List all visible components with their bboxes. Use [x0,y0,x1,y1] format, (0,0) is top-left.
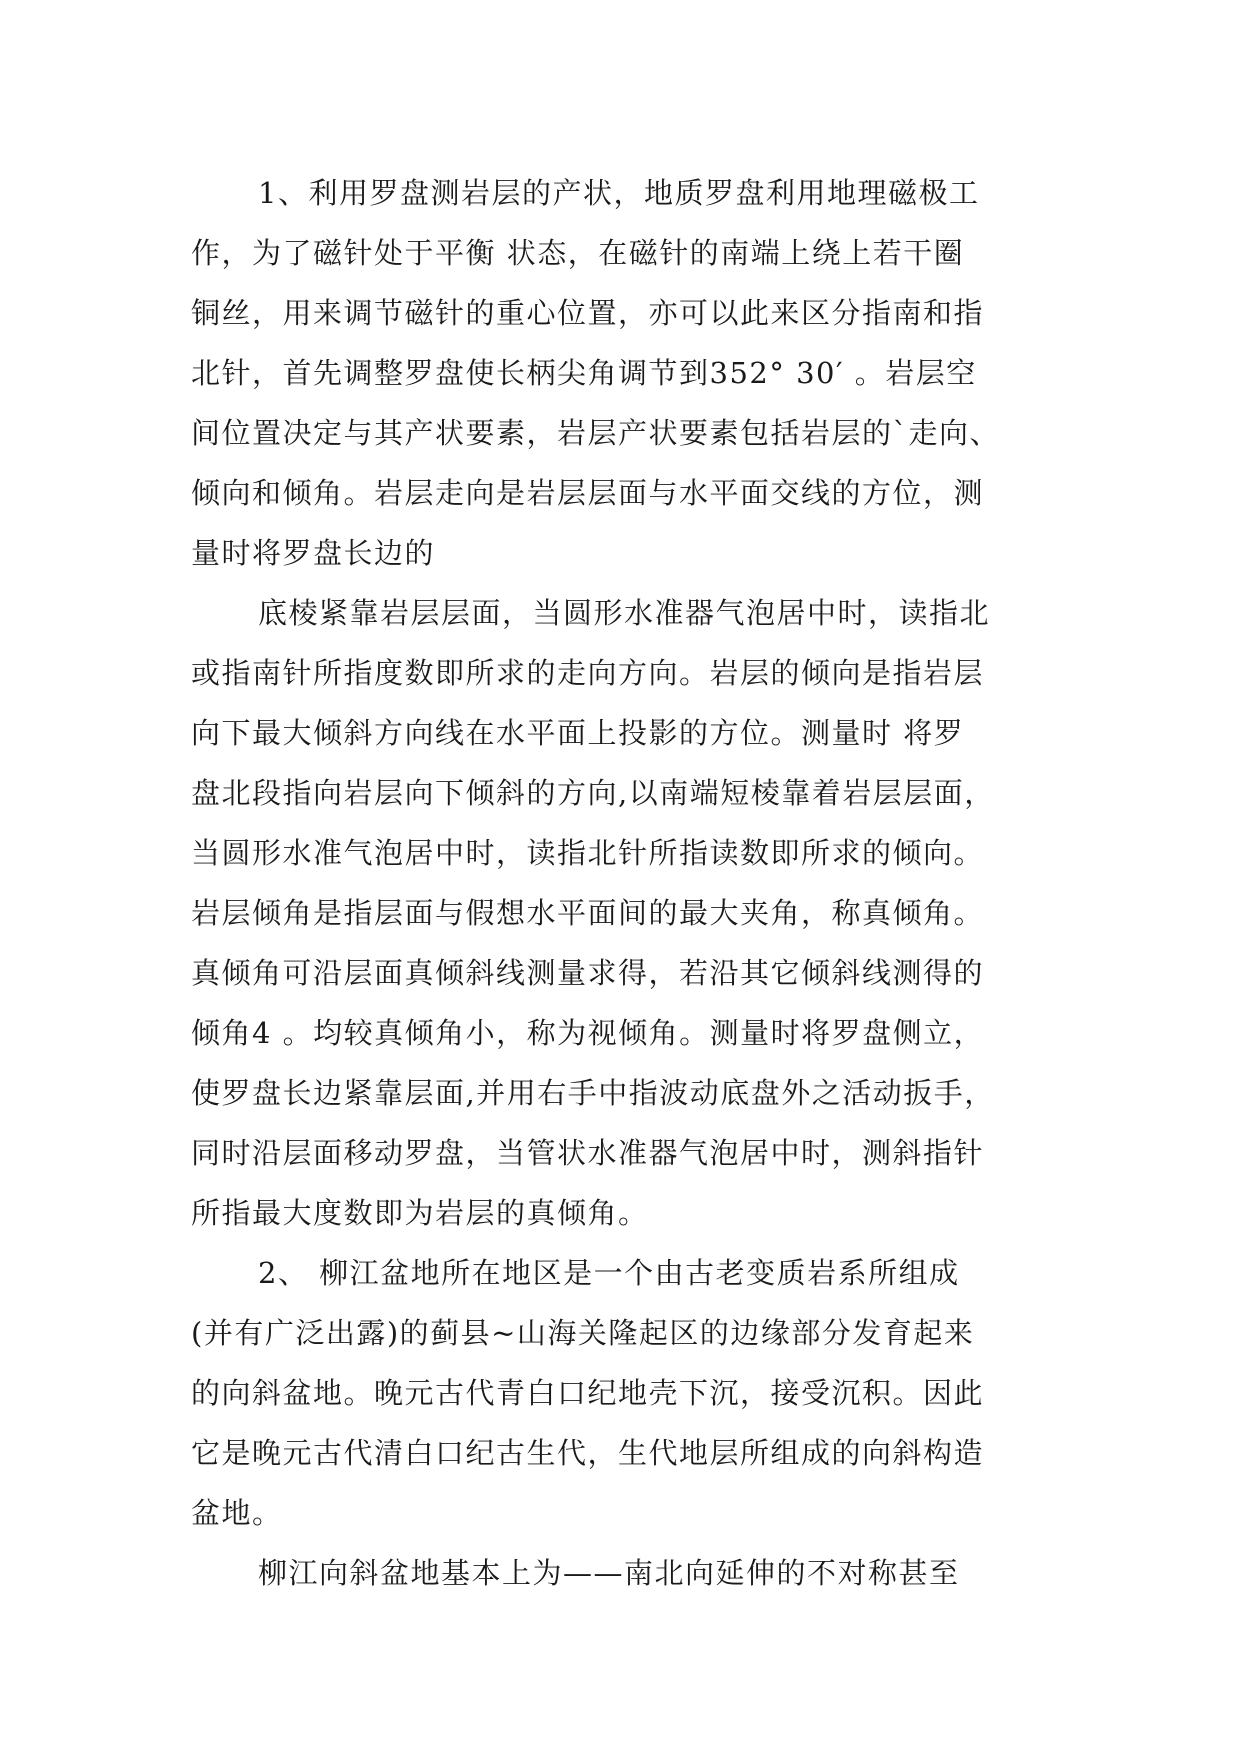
paragraph-1-line-5: 间位置决定与其产状要素，岩层产状要素包括岩层的`走向、 [191,416,1001,450]
paragraph-1-line-1: 1、利用罗盘测岩层的产状，地质罗盘利用地理磁极工 [258,176,980,210]
paragraph-2-line-4: 盘北段指向岩层向下倾斜的方向,以南端短棱靠着岩层层面， [191,776,995,810]
paragraph-1-line-4: 北针，首先调整罗盘使长柄尖角调节到352° 30′ 。岩层空 [191,356,977,390]
paragraph-1-line-3: 铜丝，用来调节磁针的重心位置，亦可以此来区分指南和指 [191,296,985,330]
paragraph-2-line-10: 同时沿层面移动罗盘，当管状水准器气泡居中时，测斜指针 [191,1136,985,1170]
paragraph-2-line-9: 使罗盘长边紧靠层面,并用右手中指波动底盘外之活动扳手， [191,1076,995,1110]
paragraph-2-line-3: 向下最大倾斜方向线在水平面上投影的方位。测量时 将罗 [191,716,965,750]
paragraph-1-line-7: 量时将罗盘长边的 [191,536,436,570]
paragraph-3-line-3: 的向斜盆地。晚元古代青白口纪地壳下沉，接受沉积。因此 [191,1376,985,1410]
paragraph-3-line-4: 它是晚元古代清白口纪古生代，生代地层所组成的向斜构造 [191,1436,985,1470]
paragraph-2-line-11: 所指最大度数即为岩层的真倾角。 [191,1196,649,1230]
paragraph-3-line-1: 2、 柳江盆地所在地区是一个由古老变质岩系所组成 [258,1256,960,1290]
body-text [191,163,1051,1603]
paragraph-2-line-1: 底棱紧靠岩层层面，当圆形水准器气泡居中时，读指北 [258,596,991,630]
paragraph-2-line-8: 倾角4 。均较真倾角小，称为视倾角。测量时将罗盘侧立， [191,1016,985,1050]
paragraph-4-line-1: 柳江向斜盆地基本上为——南北向延伸的不对称甚至 [258,1556,960,1590]
paragraph-1-line-6: 倾向和倾角。岩层走向是岩层层面与水平面交线的方位，测 [191,476,985,510]
paragraph-2-line-7: 真倾角可沿层面真倾斜线测量求得，若沿其它倾斜线测得的 [191,956,985,990]
paragraph-3-line-2: (并有广泛出露)的蓟县~山海关隆起区的边缘部分发育起来 [191,1316,975,1350]
paragraph-2-line-6: 岩层倾角是指层面与假想水平面间的最大夹角，称真倾角。 [191,896,985,930]
paragraph-2-line-2: 或指南针所指度数即所求的走向方向。岩层的倾向是指岩层 [191,656,985,690]
paragraph-1-line-2: 作，为了磁针处于平衡 状态，在磁针的南端上绕上若干圈 [191,236,965,270]
paragraph-3-line-5: 盆地。 [191,1496,283,1530]
paragraph-2-line-5: 当圆形水准气泡居中时，读指北针所指读数即所求的倾向。 [191,836,985,870]
